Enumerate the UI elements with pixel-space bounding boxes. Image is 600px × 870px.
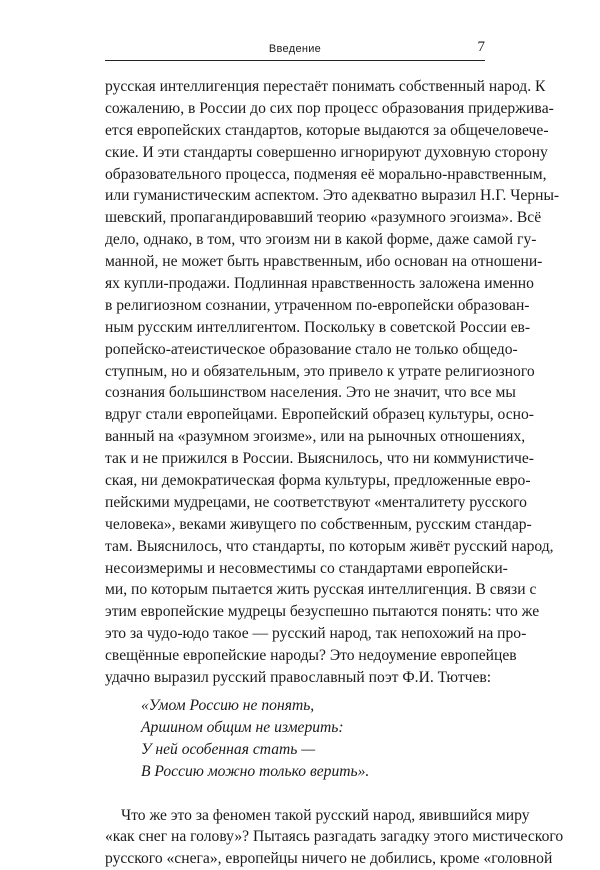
text-line: ванный на «разумном эгоизме», или на рыночных отношениях, <box>105 426 489 448</box>
running-header <box>105 38 485 61</box>
poem-quote <box>141 695 489 783</box>
text-line: русская интеллигенция перестаёт понимать собственный народ. К <box>105 76 489 98</box>
text-line: это за чудо-юдо такое — русский народ, так непохожий на про- <box>105 623 489 645</box>
text-line: человека», веками живущего по собственным, русским стандар- <box>105 514 489 536</box>
text-line: так и не прижился в России. Выяснилось, что ни коммунистиче- <box>105 448 489 470</box>
text-line: вдруг стали европейцами. Европейский образец культуры, осно- <box>105 404 489 426</box>
text-line: «как снег на голову»? Пытаясь разгадать загадку этого мистического <box>105 826 489 848</box>
quote-line: У ней особенная стать — <box>141 739 489 761</box>
text-line: дело, однако, в том, что эгоизм ни в какой форме, даже самой гу- <box>105 229 489 251</box>
text-line: или гуманистическим аспектом. Это адекватно выразил Н.Г. Черны- <box>105 185 489 207</box>
text-line: там. Выяснилось, что стандарты, по которым живёт русский народ, <box>105 536 489 558</box>
text-line: сожалению, в России до сих пор процесс образования придерживa- <box>105 98 489 120</box>
text-line: ские. И эти стандарты совершенно игнорируют духовную сторону <box>105 142 489 164</box>
page-number: 7 <box>478 39 486 56</box>
text-line: в религиозном сознании, утраченном по-европейски образован- <box>105 295 489 317</box>
text-line: сознания большинством населения. Это не значит, что все мы <box>105 382 489 404</box>
quote-line: В Россию можно только верить». <box>141 761 489 783</box>
text-line: манной, не может быть нравственным, ибо основан на отношени- <box>105 251 489 273</box>
text-line: Что же это за феномен такой русский народ, явившийся миру <box>105 805 489 827</box>
paragraph <box>105 805 489 870</box>
text-line: образовательного процесса, подменяя её морально-нравственным, <box>105 164 489 186</box>
section-title: Введение <box>105 43 485 55</box>
paragraph <box>105 76 489 689</box>
text-line: русского «снега», европейцы ничего не добились, кроме «головной <box>105 848 489 870</box>
quote-line: Аршином общим не измерить: <box>141 717 489 739</box>
text-line: ропейско-атеистическое образование стало не только общедо- <box>105 339 489 361</box>
text-line: этим европейские мудрецы безуспешно пытаются понять: что же <box>105 601 489 623</box>
text-line: ступным, но и обязательным, это привело к утрате религиозного <box>105 361 489 383</box>
quote-line: «Умом Россию не понять, <box>141 695 489 717</box>
text-line: шевский, пропагандировавший теорию «разумного эгоизма». Всё <box>105 207 489 229</box>
text-line: ская, ни демократическая форма культуры, предложенные евро- <box>105 470 489 492</box>
text-line: ми, по которым пытается жить русская интеллигенция. В связи с <box>105 579 489 601</box>
text-line: ным русским интеллигентом. Поскольку в советской России ев- <box>105 317 489 339</box>
text-line: пейскими мудрецами, не соответствуют «менталитету русского <box>105 492 489 514</box>
text-line: ях купли-продажи. Подлинная нравственность заложена именно <box>105 273 489 295</box>
text-line: свещённые европейские народы? Это недоумение европейцев <box>105 645 489 667</box>
text-line: ется европейских стандартов, которые выдаются за общечеловече- <box>105 120 489 142</box>
text-line: несоизмеримы и несовместимы со стандартами европейски- <box>105 558 489 580</box>
page-body <box>105 76 489 870</box>
text-line: удачно выразил русский православный поэт Ф.И. Тютчев: <box>105 667 489 689</box>
